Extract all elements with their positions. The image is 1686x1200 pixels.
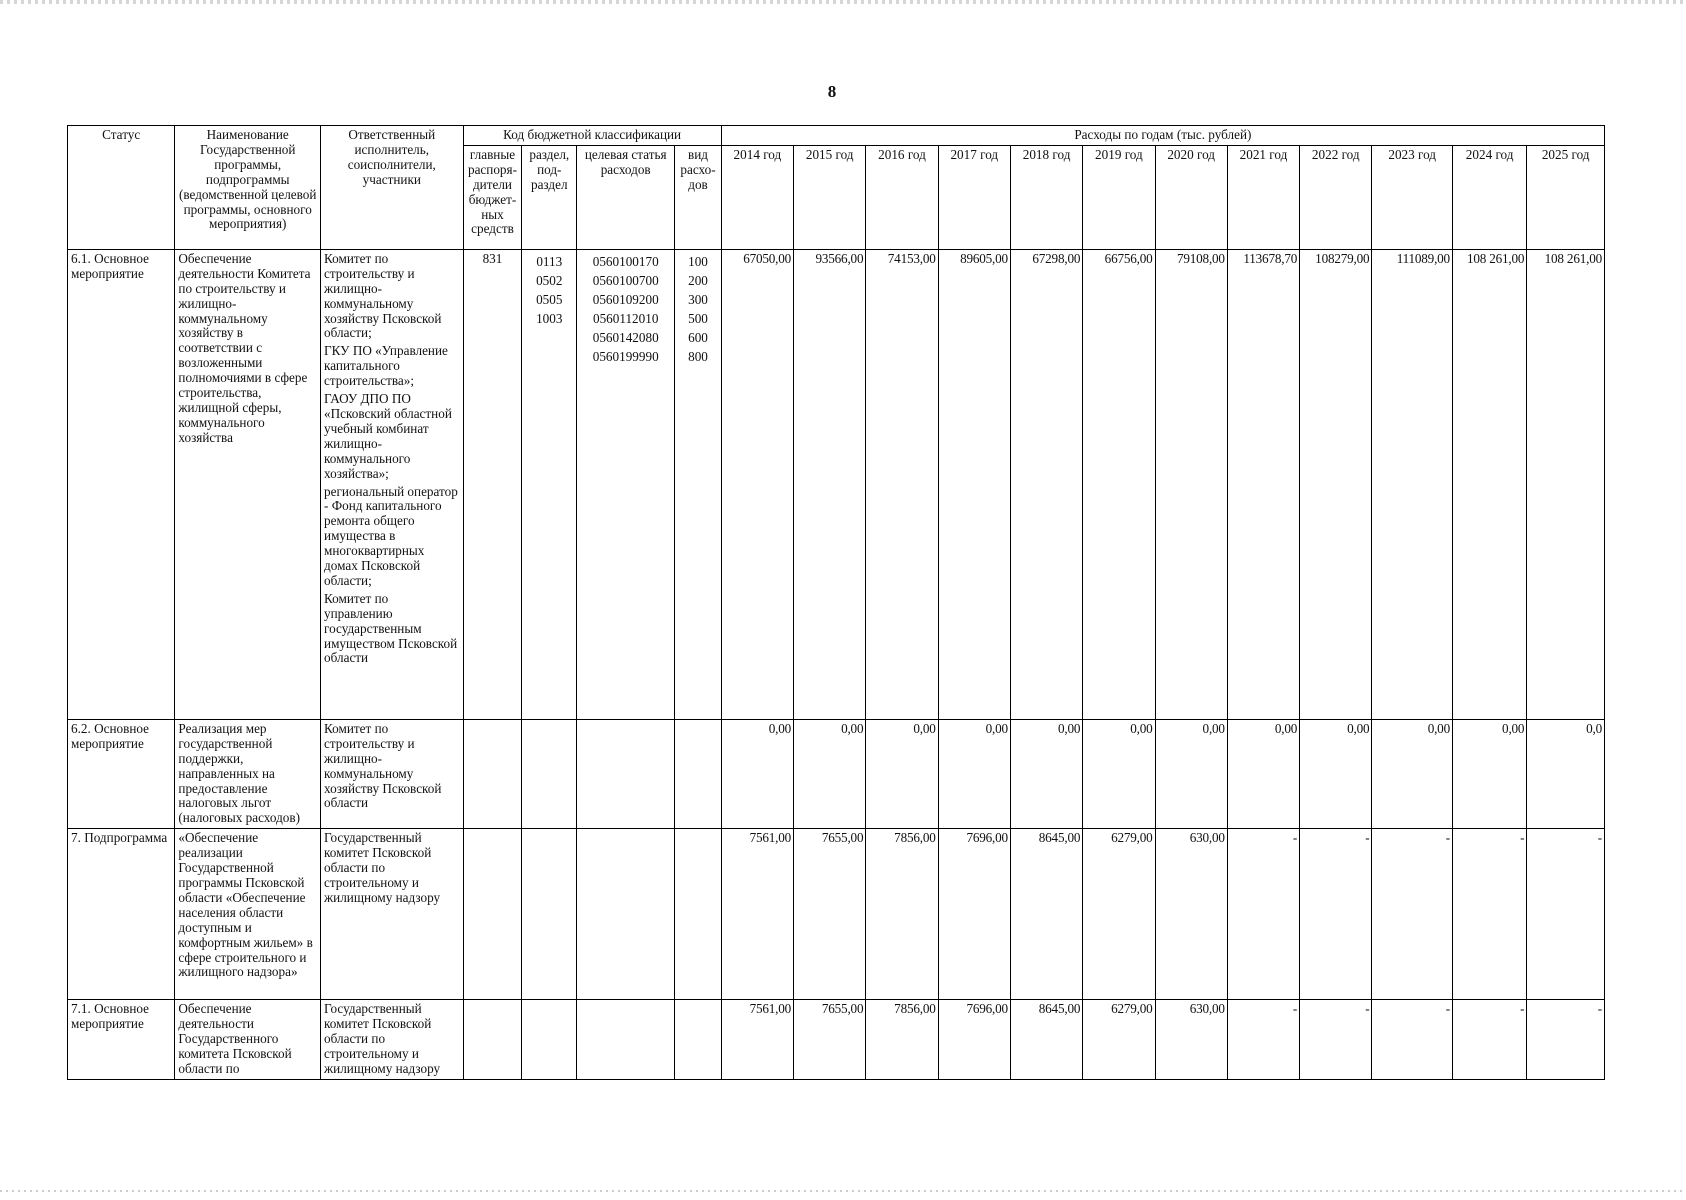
value-2019: 6279,00 [1083, 829, 1155, 1000]
value-2018: 0,00 [1010, 719, 1082, 828]
table-row [68, 829, 1605, 1000]
row-grbs: 831 [463, 249, 522, 719]
type-code: 800 [688, 348, 708, 364]
scan-edge-top [0, 0, 1686, 4]
value-2021: 0,00 [1227, 719, 1299, 828]
value-2020: 0,00 [1155, 719, 1227, 828]
value-2018: 8645,00 [1010, 829, 1082, 1000]
value-2021: - [1227, 1000, 1299, 1080]
article-code: 0560100700 [592, 272, 659, 288]
header-expense-type: вид расхо-дов [675, 145, 722, 249]
value-2025: - [1527, 829, 1605, 1000]
header-year-2019: 2019 год [1083, 145, 1155, 249]
value-2016: 7856,00 [866, 829, 938, 1000]
value-2015: 7655,00 [794, 1000, 866, 1080]
value-2024: - [1452, 1000, 1526, 1080]
value-2022: 0,00 [1300, 719, 1372, 828]
row-status: 6.1. Основное мероприятие [68, 249, 175, 719]
row-status: 7.1. Основное мероприятие [68, 1000, 175, 1080]
value-2025: 0,0 [1527, 719, 1605, 828]
value-2017: 7696,00 [938, 829, 1010, 1000]
header-status: Статус [68, 126, 175, 250]
header-expenses: Расходы по годам (тыс. рублей) [721, 126, 1604, 146]
row-responsible: Государственный комитет Псковской области по строительному и жилищному надзору [321, 1000, 464, 1080]
row-name: Обеспечение деятельности Государственного комитета Псковской области по [175, 1000, 321, 1080]
article-code: 0560109200 [592, 291, 659, 307]
row-name: «Обеспечение реализации Государственной программы Псковской области «Обеспечение населения области доступным и комфортным жильем» в сфере строительного и жилищного надзора» [175, 829, 321, 1000]
header-year-2016: 2016 год [866, 145, 938, 249]
row-responsible: Комитет по строительству и жилищно-коммунальному хозяйству Псковской области [321, 719, 464, 828]
value-2023: 111089,00 [1372, 249, 1453, 719]
value-2018: 67298,00 [1010, 249, 1082, 719]
header-year-2024: 2024 год [1452, 145, 1526, 249]
header-row-1 [68, 126, 1605, 146]
header-year-2017: 2017 год [938, 145, 1010, 249]
value-2020: 630,00 [1155, 829, 1227, 1000]
value-2021: - [1227, 829, 1299, 1000]
header-year-2025: 2025 год [1527, 145, 1605, 249]
value-2022: - [1300, 829, 1372, 1000]
value-2016: 7856,00 [866, 1000, 938, 1080]
value-2025: - [1527, 1000, 1605, 1080]
value-2025: 108 261,00 [1527, 249, 1605, 719]
table-row [68, 719, 1605, 828]
row-status: 6.2. Основное мероприятие [68, 719, 175, 828]
scan-edge-bottom [0, 1190, 1686, 1192]
row-sections [522, 719, 577, 828]
article-code: 0560142080 [592, 329, 659, 345]
header-section: раздел, под-раздел [522, 145, 577, 249]
header-year-2018: 2018 год [1010, 145, 1082, 249]
value-2022: - [1300, 1000, 1372, 1080]
responsible-part: региональный оператор - Фонд капитального ремонта общего имущества в многоквартирных домах Псковской области; [324, 483, 458, 588]
value-2024: - [1452, 829, 1526, 1000]
header-target-article: целевая статья расходов [577, 145, 675, 249]
value-2020: 79108,00 [1155, 249, 1227, 719]
article-code: 0560199990 [592, 348, 659, 364]
value-2023: - [1372, 829, 1453, 1000]
header-year-2020: 2020 год [1155, 145, 1227, 249]
type-code: 300 [688, 291, 708, 307]
header-year-2021: 2021 год [1227, 145, 1299, 249]
type-code: 100 [688, 253, 708, 269]
header-budget-code: Код бюджетной классификации [463, 126, 721, 146]
value-2014: 7561,00 [721, 829, 793, 1000]
value-2017: 0,00 [938, 719, 1010, 828]
row-responsible [321, 249, 464, 719]
row-articles [577, 829, 675, 1000]
value-2022: 108279,00 [1300, 249, 1372, 719]
row-name: Обеспечение деятельности Комитета по строительству и жилищно-коммунальному хозяйству в соответствии с возложенными полномочиями в сфере строительства, жилищной сферы, коммунального хозяйства [175, 249, 321, 719]
row-articles [577, 1000, 675, 1080]
header-year-2023: 2023 год [1372, 145, 1453, 249]
page-number: 8 [827, 82, 837, 101]
value-2018: 8645,00 [1010, 1000, 1082, 1080]
budget-table [67, 125, 1605, 1080]
table-row [68, 1000, 1605, 1080]
row-types [675, 249, 722, 719]
value-2014: 0,00 [721, 719, 793, 828]
value-2015: 0,00 [794, 719, 866, 828]
row-status: 7. Подпрограмма [68, 829, 175, 1000]
header-responsible: Ответственный исполнитель, соисполнители, участники [321, 126, 464, 250]
value-2015: 93566,00 [794, 249, 866, 719]
row-sections [522, 829, 577, 1000]
responsible-part: Комитет по управлению государственным имуществом Псковской области [324, 590, 458, 666]
type-code: 200 [688, 272, 708, 288]
type-code: 500 [688, 310, 708, 326]
row-sections [522, 249, 577, 719]
header-year-2015: 2015 год [794, 145, 866, 249]
row-sections [522, 1000, 577, 1080]
value-2019: 6279,00 [1083, 1000, 1155, 1080]
article-code: 0560100170 [592, 253, 659, 269]
row-articles [577, 249, 675, 719]
value-2017: 7696,00 [938, 1000, 1010, 1080]
value-2024: 108 261,00 [1452, 249, 1526, 719]
value-2019: 66756,00 [1083, 249, 1155, 719]
value-2016: 0,00 [866, 719, 938, 828]
value-2014: 7561,00 [721, 1000, 793, 1080]
header-grbs: главные распоря-дители бюджет-ных средств [463, 145, 522, 249]
header-year-2022: 2022 год [1300, 145, 1372, 249]
value-2017: 89605,00 [938, 249, 1010, 719]
value-2015: 7655,00 [794, 829, 866, 1000]
value-2024: 0,00 [1452, 719, 1526, 828]
responsible-part: Комитет по строительству и жилищно-коммунальному хозяйству Псковской области; [324, 250, 442, 341]
table-row [68, 249, 1605, 719]
value-2020: 630,00 [1155, 1000, 1227, 1080]
value-2014: 67050,00 [721, 249, 793, 719]
row-grbs [463, 1000, 522, 1080]
header-name: Наименование Государственной программы, подпрограммы (ведомственной целевой программы, основного мероприятия) [175, 126, 321, 250]
responsible-part: ГКУ ПО «Управление капитального строительства»; [324, 343, 448, 389]
section-code: 1003 [536, 310, 563, 326]
row-grbs [463, 719, 522, 828]
value-2023: 0,00 [1372, 719, 1453, 828]
row-name: Реализация мер государственной поддержки, направленных на предоставление налоговых льгот (налоговых расходов) [175, 719, 321, 828]
value-2019: 0,00 [1083, 719, 1155, 828]
row-types [675, 1000, 722, 1080]
value-2023: - [1372, 1000, 1453, 1080]
value-2016: 74153,00 [866, 249, 938, 719]
value-2021: 113678,70 [1227, 249, 1299, 719]
header-year-2014: 2014 год [721, 145, 793, 249]
row-articles [577, 719, 675, 828]
row-responsible: Государственный комитет Псковской области по строительному и жилищному надзору [321, 829, 464, 1000]
section-code: 0502 [536, 272, 563, 288]
row-types [675, 719, 722, 828]
article-code: 0560112010 [592, 310, 659, 326]
section-code: 0505 [536, 291, 563, 307]
section-code: 0113 [536, 253, 563, 269]
type-code: 600 [688, 329, 708, 345]
row-grbs [463, 829, 522, 1000]
responsible-part: ГАОУ ДПО ПО «Псковский областной учебный комбинат жилищно-коммунального хозяйства»; [324, 391, 452, 481]
row-types [675, 829, 722, 1000]
